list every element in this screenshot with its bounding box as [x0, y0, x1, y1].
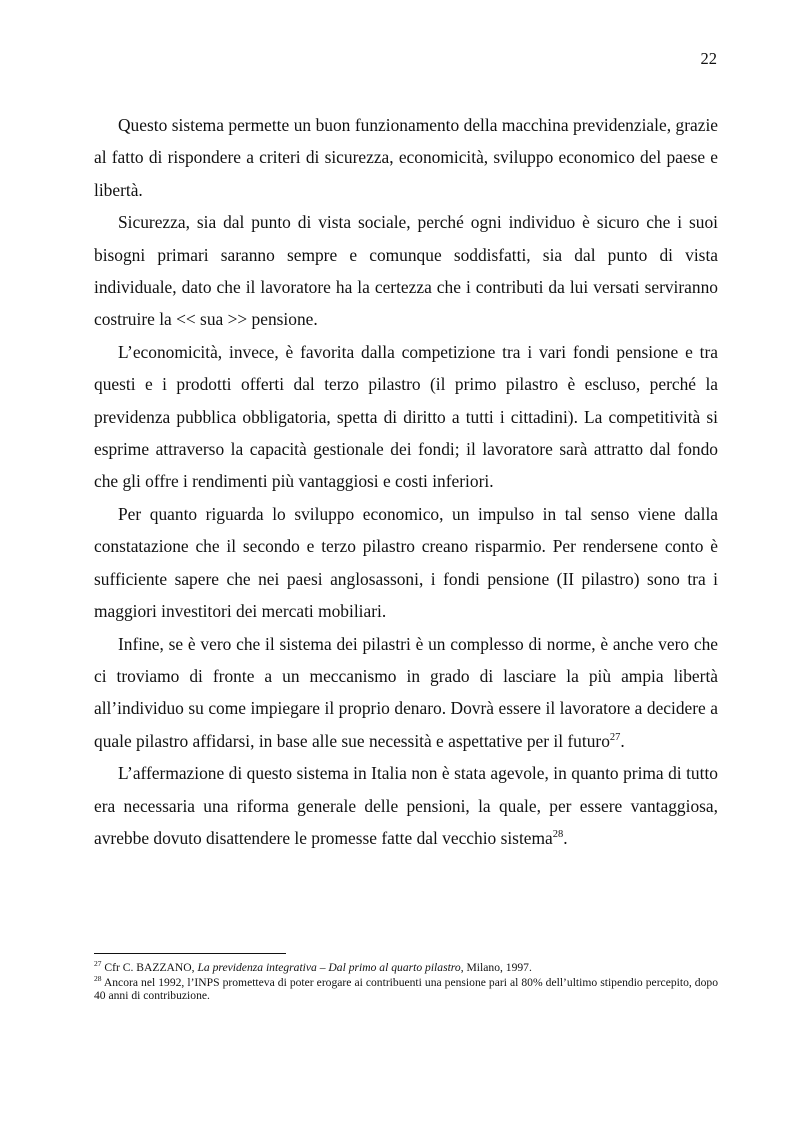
footnote-27: [94, 961, 718, 975]
footnote-28: [94, 973, 718, 1003]
footnote-prefix: Cfr C. BAZZANO,: [101, 961, 198, 974]
footnote-text: Ancora nel 1992, l’INPS prometteva di poter erogare ai contribuenti una pensione pari al 80% dell’ultimo stipendio percepito, dopo 40 anni di contribuzione.: [94, 975, 718, 1003]
footnote-divider: [94, 953, 286, 954]
paragraph-sicurezza: [94, 206, 718, 336]
paragraph-text: Sicurezza, sia dal punto di vista sociale, perché ogni individuo è sicuro che i suoi bisogni primari saranno sempre e comunque soddisfatti, sia dal punto di vista individuale, dato che il lavoratore ha la certezza che i contributi da lui versati serviranno costruire la << sua >> pensione.: [94, 212, 718, 330]
footnote-suffix: , Milano, 1997.: [460, 961, 532, 974]
page-number: 22: [700, 49, 717, 68]
paragraph-liberta: [94, 628, 718, 758]
paragraph-end-punctuation: .: [620, 730, 625, 751]
footnote-reference-27[interactable]: 27: [609, 731, 621, 743]
paragraph-text: Questo sistema permette un buon funzionamento della macchina previdenziale, grazie al fatto di rispondere a criteri di sicurezza, economicità, sviluppo economico del paese e libertà.: [94, 115, 718, 200]
paragraph-economicita: [94, 336, 718, 498]
paragraph-sviluppo-economico: [94, 498, 718, 628]
paragraph-affermazione: [94, 757, 718, 854]
footnote-book-title: La previdenza integrativa – Dal primo al quarto pilastro: [197, 961, 461, 974]
paragraph-text: Per quanto riguarda lo sviluppo economico, un impulso in tal senso viene dalla constatazione che il secondo e terzo pilastro creano risparmio. Per rendersene conto è sufficiente sapere che nei paesi anglosassoni, i fondi pensione (II pilastro) sono tra i maggiori investitori dei mercati mobiliari.: [94, 503, 718, 622]
paragraph-end-punctuation: .: [563, 827, 568, 848]
paragraph-text: Infine, se è vero che il sistema dei pilastri è un complesso di norme, è anche vero che ci troviamo di fronte a un meccanismo in grado di lasciare la più ampia libertà all’individuo su come impiegare il proprio denaro. Dovrà essere il lavoratore a decidere a quale pilastro affidarsi, in base alle sue necessità e aspettative per il futuro: [94, 633, 718, 751]
paragraph-text: L’affermazione di questo sistema in Italia non è stata agevole, in quanto prima di tutto era necessaria una riforma generale delle pensioni, la quale, per essere vantaggiosa, avrebbe dovuto disattendere le promesse fatte dal vecchio sistema: [94, 763, 718, 848]
footnotes: [94, 961, 718, 1004]
body-text: [94, 109, 718, 854]
paragraph-text: L’economicità, invece, è favorita dalla competizione tra i vari fondi pensione e tra questi e i prodotti offerti dal terzo pilastro (il primo pilastro è escluso, perché la previdenza pubblica obbligatoria, spetta di diritto a tutti i cittadini). La competitività si esprime attraverso la capacità gestionale dei fondi; il lavoratore sarà attratto dal fondo che gli offre i rendimenti più vantaggiosi e costi inferiori.: [94, 341, 718, 492]
footnote-number: 28: [94, 973, 102, 983]
footnote-reference-28[interactable]: 28: [552, 829, 564, 841]
paragraph-security-system: [94, 109, 718, 206]
footnote-number: 27: [94, 959, 102, 969]
